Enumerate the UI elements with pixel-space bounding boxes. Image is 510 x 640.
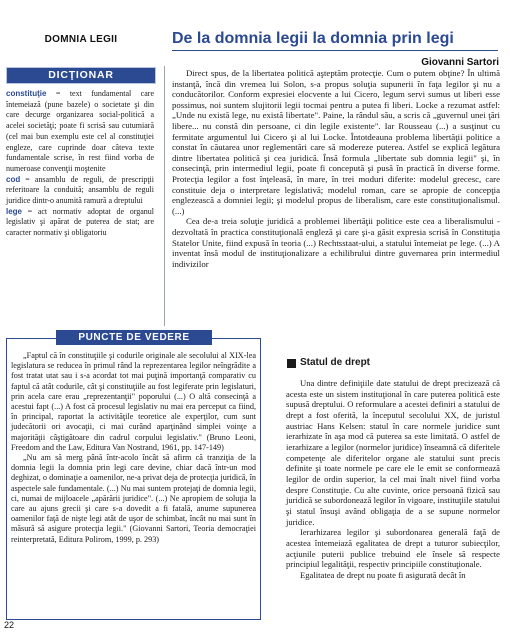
statul-paragraph: Egalitatea de drept nu poate fi asigurată decât în: [300, 569, 466, 580]
dictionary-title: DICŢIONAR: [48, 69, 114, 81]
statul-text: [286, 378, 500, 580]
dictionary-sidebar: [6, 89, 154, 239]
main-article-text: [172, 68, 500, 269]
dictionary-definition: = act normativ adoptat de organul legislativ şi apărat de puterea de stat; are caracter normativ şi obligatoriu: [6, 206, 154, 238]
page-number: 22: [4, 620, 15, 630]
dictionary-term: lege: [6, 206, 23, 216]
column-divider: [164, 66, 165, 326]
quote-paragraph: „Nu am să merg până într-acolo încât să afirm că tranziţia de la domnia legii la domnia prin legi care devine, chiar dacă într-un mod deghizat, o dominaţie a oamenilor, ne-a privat deja de protecţia juridică, în aspectele sale fundamentale. (...) Nu mai suntem protejaţi de domnia legii, ci, numai de mijloacele „apărării juridice". (...) Ne apropiem de soluţia la care au ajuns grecii şi care s-a dovedit a fi fatală, anume supunerea oamenilor faţă de nişte legi atât de uşor de schimbat, încât nu mai sunt în măsură să asigure protecţia legii." (Giovanni Sartori, Teoria democraţiei reinterpretată, Editura Polirom, 1999, p. 293): [11, 453, 256, 544]
viewpoints-text: [11, 351, 256, 545]
main-paragraph: Direct spus, de la libertatea politică aşteptăm protecţie. Cum o putem obţine? În ultimă instanţă, încă din vremea lui Solon, s-a propus soluţia supunerii în faţa legilor şi nu a conducătorilor. Conform expresiei elocvente a lui Cicero, legum servi sumus ut liberi esse possimus, noi suntem slujitorii legii tocmai pentru a putea fi liberi. Locke a rezumat astfel: „Unde nu există lege, nu există libertate". Paine, la rândul său, a scris că „guvernul unei ţări libere... nu constă din persoane, ci din legile existente". Iar Rousseau (...) a susţinut cu fermitate argumentul lui Cicero şi al lui Locke. Întotdeauna problema libertăţii politice a constat în căutarea unor reglementări care să modereze puterea. Astfel se explică legătura dintre libertatea politică şi cea juridică. Însă formula „libertate sub domnia legii" şi, în consecinţă, prin intermediul legii, poate fi concepută şi pusă în practică în diverse forme. Protecţia legilor a fost înţeleasă, în mare, în trei moduri diferite: modelul grecesc, care constituie deja o interpretare legislativă; modelul roman, care se apropie de concepţia englezească a domniei legii; şi modelul propus de liberalism, care este constituţionalismul. (...): [172, 68, 500, 216]
dictionary-entry: [6, 175, 154, 207]
dictionary-term: constituţie: [6, 89, 47, 98]
dictionary-definition: = text fundamental care întemeiază (pune bazele) o societate şi din care decurge organizarea social-politică a acelei societăţi; poate fi scrisă sau cutumiară (cel mai bun exemplu este cel al constituţiei engleze, care cuprinde doar câteva texte fundamentale scrise, în rest fiind vorba de numeroase convenţii moştenite: [6, 89, 154, 173]
statul-paragraph: Una dintre definiţiile date statului de drept precizează că acesta este un sistem instituţional în care puterea politică este supusă dreptului. O reformulare a acestei definiri a statului de drept a fost oferită, la începutul secolului XX, de juristul austriac Hans Kelsen: statul în care normele juridice sunt ierarhizate în aşa mod că puterea sa este limitată. O astfel de ierarhizare a legilor (normelor juridice) înseamnă că diferitele competenţe ale diferitelor organe ale statului sunt precis definite şi toate normele pe care ele le emit se conformează legilor de ordin superior, la cel mai înalt nivel fiind vorba despre Constituţie. Cu alte cuvinte, orice persoană fizică sau juridică se subordonează legilor în vigoare, instituţiile statului şi statul însuşi având obligaţia de a se supune normelor juridice.: [286, 378, 500, 527]
section-marker-square: [287, 359, 296, 368]
statul-paragraph: Ierarhizarea legilor şi subordonarea generală faţă de acestea întemeiază egalitatea de drept a tuturor subiecţilor, acţiunile puterii publice trebuind ele însele să respecte principiul legalităţii, respectiv principiile constituţionale.: [286, 527, 500, 570]
main-paragraph: Cea de-a treia soluţie juridică a problemei libertăţii politice este cea a liberalismului - dezvoltată în practica constituţională engleză şi care şi-a găsit expresia scrisă în Constituţia Statelor Unite, fiind expusă în teoria (...) Rechtsstaat-ului, a statului întemeiat pe lege. (...) A inventat însă modul de instituţionalizare a echilibrului dintre guvernarea prin intermediul indivizilor: [172, 216, 500, 269]
title-underline: [172, 50, 498, 51]
dictionary-definition: = ansamblu de reguli, de prescripţii referitoare la conduită; ansamblu de reguli juridice dintr-o anumită ramură a dreptului: [6, 174, 154, 206]
dictionary-term: cod: [6, 174, 21, 184]
dictionary-entry: [6, 207, 154, 239]
article-author: Giovanni Sartori: [421, 57, 499, 68]
article-title: De la domnia legii la domnia prin legi: [172, 30, 454, 47]
quote-paragraph: „Faptul că în constituţiile şi codurile originale ale secolului al XIX-lea legislatura se reducea în primul rând la reprezentarea legilor neîngrădite a fost tratat utat sau i s-a acordat tot mai puţină importanţă comparativ cu faptul că atât codurile, cât şi constituţiile au fost legiferate prin legislaturi, prin acela care erau „reprezentanţii" poporului (...) O altă consecinţă a acestui fapt (...) A fost că procesul legislativ nu mai era perceput ca fiind, în principal, raportat la activităţile teoretice ale experţilor, cum sunt judecătorii ori avocaţii, ci mai curând aparţinând simplei voinţe a majorităţii câştigătoare din cadrul corpului legislativ." (Bruno Leoni, Freedom and the Law, Editura Van Nostrand, 1961, pp. 147-149): [11, 351, 256, 452]
dictionary-entry: [6, 89, 154, 175]
section-label: DOMNIA LEGII: [44, 34, 118, 45]
statul-heading: Statul de drept: [300, 357, 371, 368]
viewpoints-title: PUNCTE DE VEDERE: [78, 332, 190, 343]
